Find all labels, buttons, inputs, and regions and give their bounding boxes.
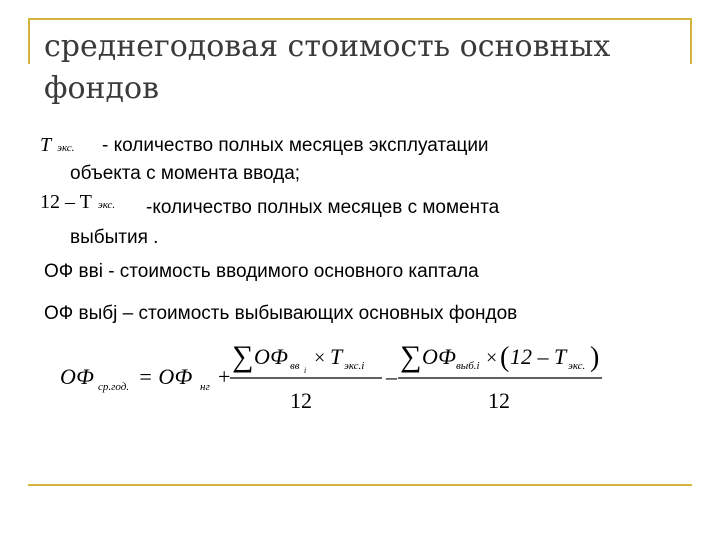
frame-top-line	[28, 18, 692, 20]
formula-num1-times: ×	[314, 347, 326, 369]
formula-num1-a-sub: вв	[290, 360, 300, 372]
line-of-vybj: ОФ выбj – стоимость выбывающих основных фондов	[44, 303, 518, 324]
formula-num2-b-sub: экс.	[568, 360, 586, 372]
t-exp-symbol	[40, 134, 74, 157]
line-of-vvi: ОФ вві - стоимость вводимого основного каптала	[44, 261, 479, 282]
formula-num1-a-subsub: i	[304, 366, 307, 375]
frame-bottom-line	[28, 484, 692, 486]
definition-2-continuation: выбытия .	[70, 227, 159, 248]
twelve-minus-t-symbol-main: 12 – T	[40, 191, 92, 213]
formula-paren-open: (	[500, 342, 510, 373]
formula-lhs: ОФ	[60, 364, 94, 389]
twelve-minus-t-symbol-sub: экс.	[97, 199, 116, 211]
formula-num1-a: ОФ	[254, 344, 288, 369]
formula-num1-b: T	[330, 344, 343, 369]
formula-sum-2: ∑	[400, 340, 422, 373]
average-annual-cost-formula	[60, 338, 620, 418]
t-exp-symbol-main: T	[40, 134, 52, 156]
definition-1-continuation: объекта с момента ввода;	[70, 163, 301, 184]
slide-title: среднегодовая стоимость основных фондов	[44, 29, 611, 106]
formula-plus: +	[218, 364, 231, 389]
formula-eq-sub: нг	[200, 381, 210, 393]
formula-den2: 12	[488, 388, 510, 413]
formula-sum-1: ∑	[232, 340, 254, 373]
twelve-minus-t-symbol	[40, 191, 115, 214]
formula-paren-close: )	[590, 342, 600, 373]
formula-num2-times: ×	[486, 347, 498, 369]
frame-right-line	[690, 18, 692, 64]
definition-1-text: - количество полных месяцев эксплуатации	[102, 135, 489, 156]
definition-2-text: -количество полных месяцев с момента	[146, 197, 500, 218]
formula-eq: = ОФ	[138, 364, 193, 389]
formula-num2-a: ОФ	[422, 344, 456, 369]
formula-den1: 12	[290, 388, 312, 413]
formula-minus: –	[386, 364, 397, 389]
formula-num2-b: 12 – T	[510, 344, 567, 369]
formula-num1-b-sub: экс.i	[344, 360, 365, 372]
formula-lhs-sub: ср.год.	[98, 381, 130, 393]
formula-num2-a-sub: выб.i	[456, 360, 480, 372]
frame-left-line	[28, 18, 30, 64]
t-exp-symbol-sub: экс.	[57, 142, 75, 154]
